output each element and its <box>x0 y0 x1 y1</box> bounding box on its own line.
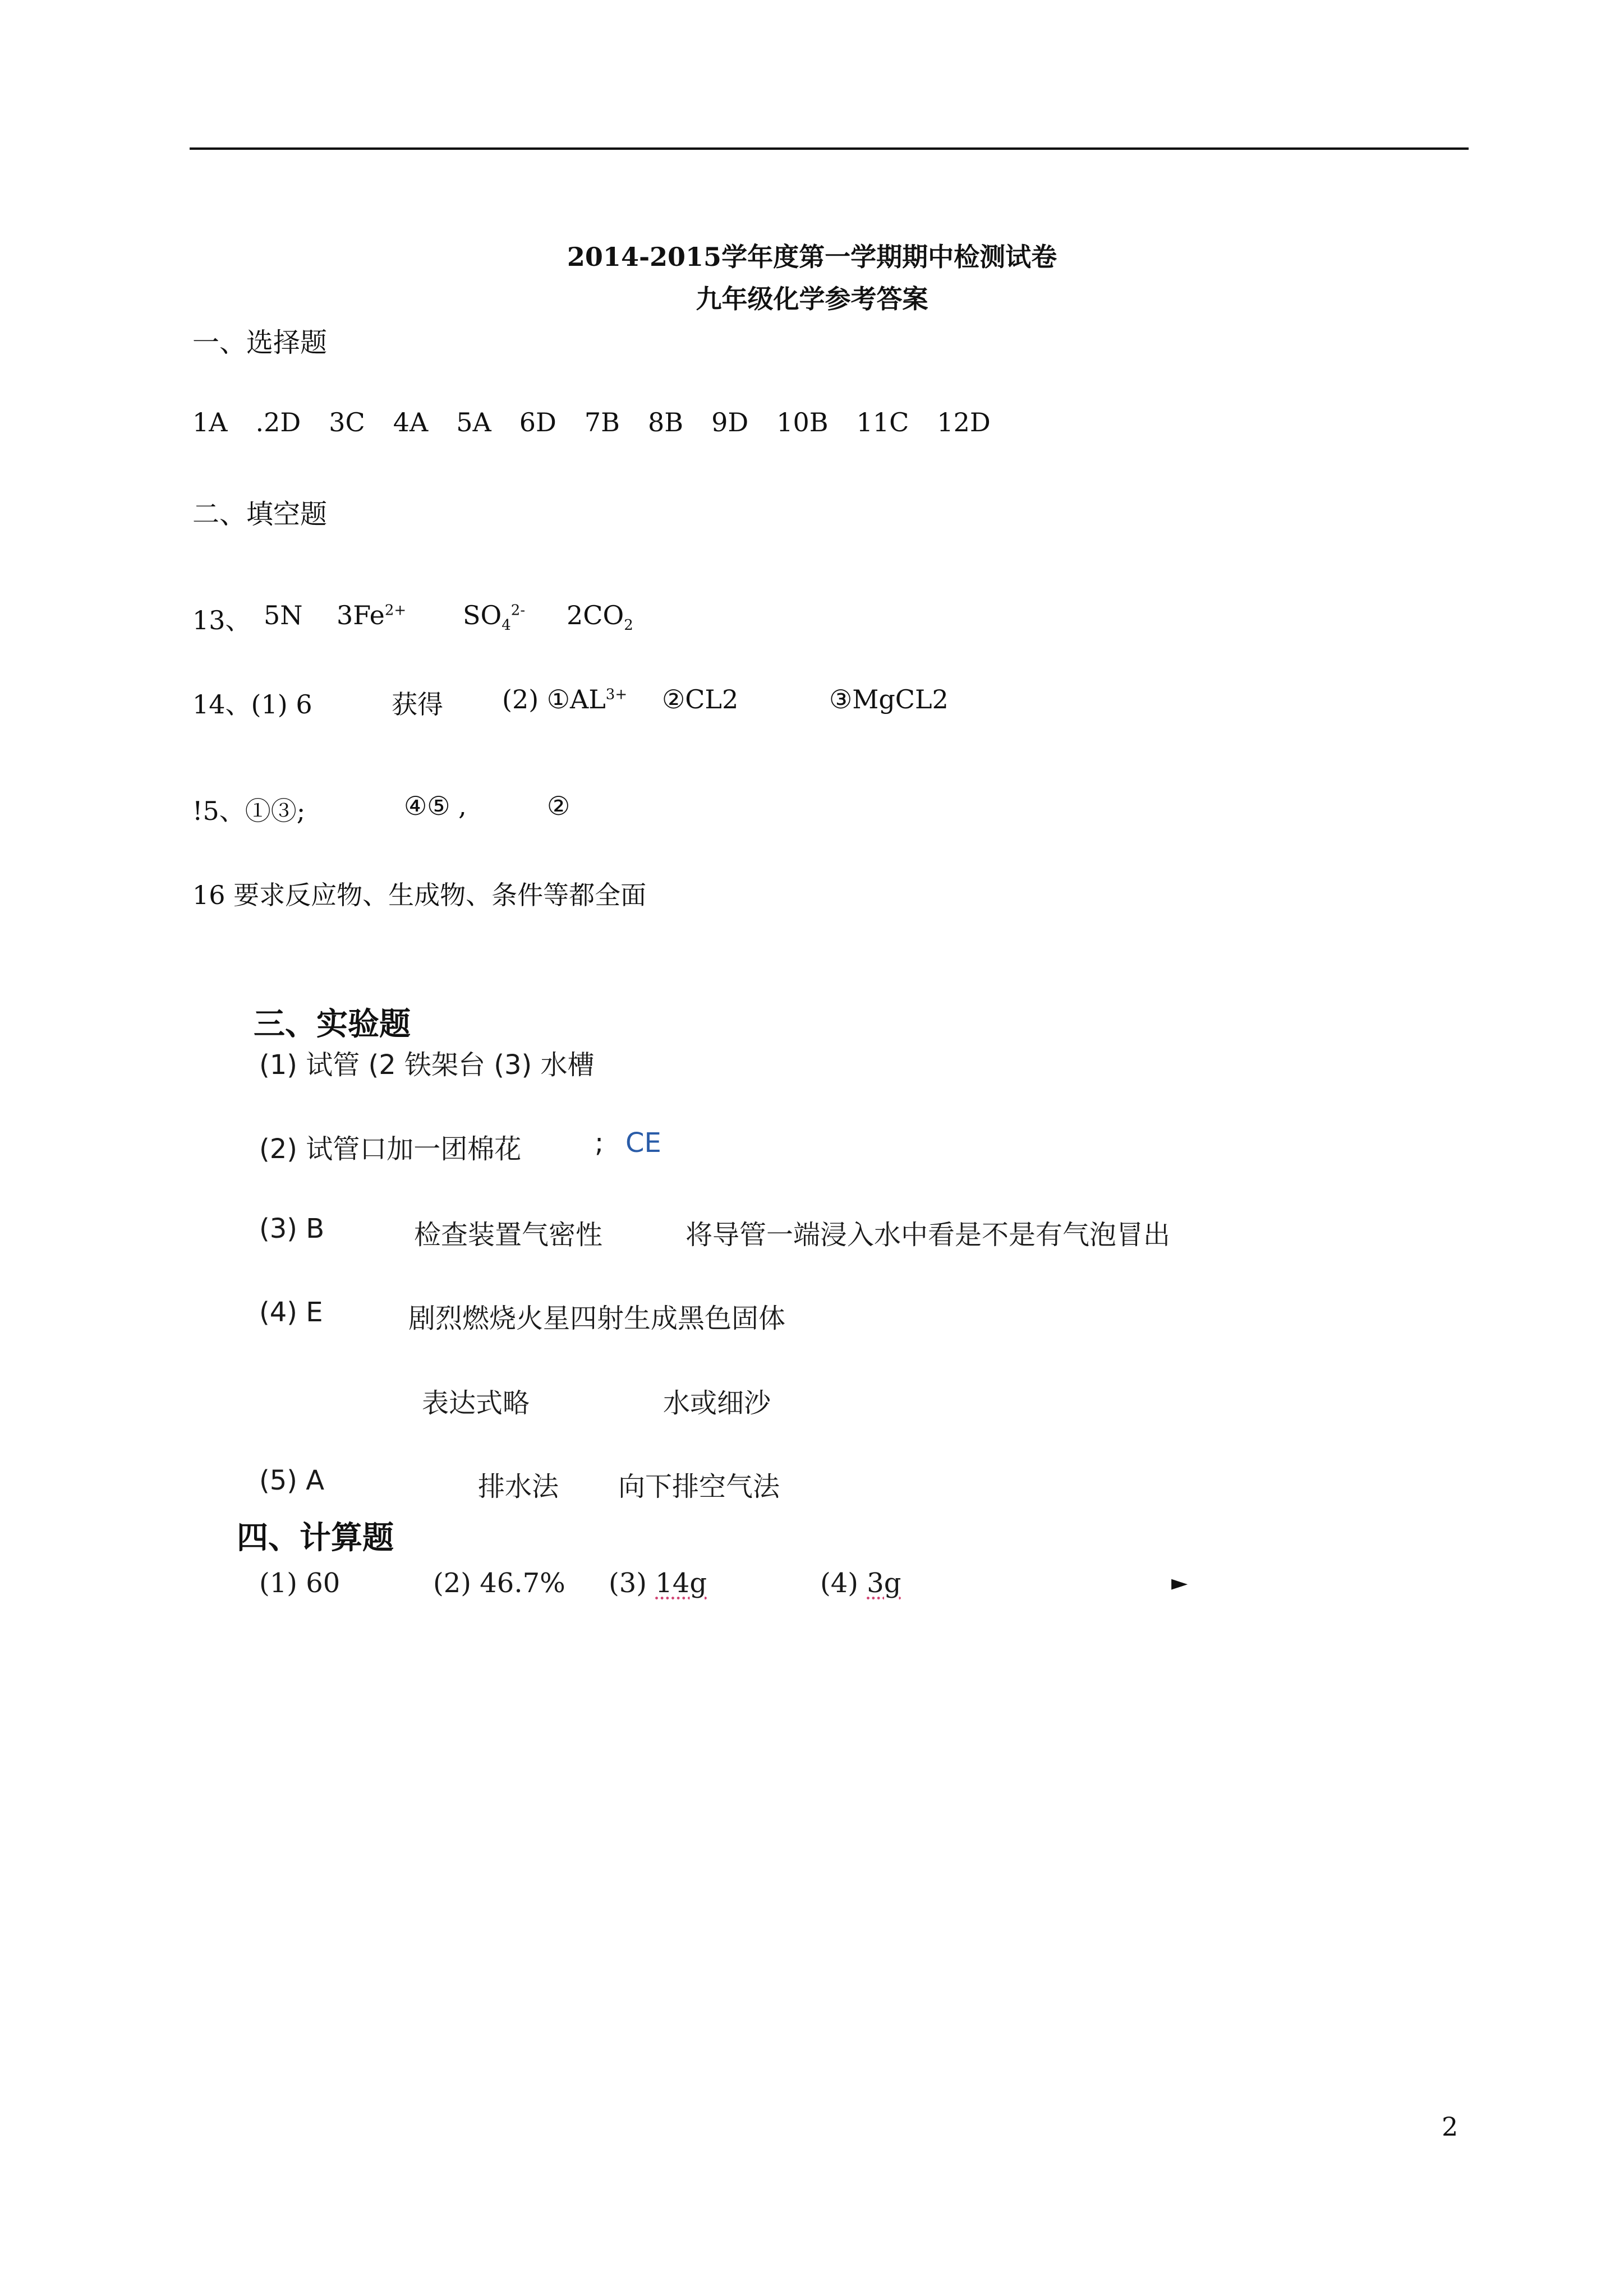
play-marker-icon: ► <box>1171 1570 1188 1595</box>
q15-answer-b: ② <box>547 791 571 821</box>
q15-answer-a: ④⑤ , <box>404 791 467 821</box>
header-rule <box>190 147 1469 150</box>
q14-answer-b: (2) $①AL^{3+}$ <box>502 684 628 714</box>
q13-answer-a: 5N <box>264 600 303 630</box>
choice-answer: 10B <box>776 407 829 437</box>
exp-line-3b: 检查装置气密性 <box>414 1219 603 1251</box>
exp-line-4b: 剧烈燃烧火星四射生成黑色固体 <box>408 1303 786 1334</box>
section-1-heading: 一、选择题 <box>192 327 328 358</box>
choice-answers <box>192 407 1019 437</box>
q13-answer-d: $2CO_2$ <box>567 600 633 634</box>
exp-line-5b: 水或细沙 <box>663 1387 771 1419</box>
exp-line-6a: (5) A <box>259 1465 325 1496</box>
exp-line-3a: (3) B <box>259 1213 325 1244</box>
choice-answer: 11C <box>856 407 909 437</box>
exp-line-6b: 排水法 <box>478 1471 559 1502</box>
title-line-1: 2014-2015学年度第一学期期中检测试卷 <box>567 242 1057 272</box>
q13-number: 13、 <box>192 605 251 635</box>
q14-number: 14、(1) 6 <box>192 689 312 720</box>
exp-line-6c: 向下排空气法 <box>618 1471 780 1502</box>
choice-answer: 1A <box>192 407 228 437</box>
exp-line-1: (1) 试管 (2 铁架台 (3) 水槽 <box>259 1049 595 1081</box>
exp-line-3c: 将导管一端浸入水中看是不是有气泡冒出 <box>686 1219 1171 1251</box>
section-4-heading: 四、计算题 <box>237 1520 394 1556</box>
exp-line-2b: ; <box>595 1127 604 1159</box>
choice-answer: .2D <box>255 407 301 437</box>
section-2-heading: 二、填空题 <box>192 499 328 530</box>
choice-answer: 9D <box>711 407 749 437</box>
choice-answer: 5A <box>456 407 491 437</box>
choice-answer: 3C <box>329 407 365 437</box>
calc-answer-3: (3) 14g <box>609 1567 707 1599</box>
q14-answer-a: 获得 <box>392 689 443 720</box>
choice-answer: 6D <box>519 407 556 437</box>
page-number: 2 <box>1442 2111 1459 2142</box>
calc-answer-2: (2) 46.7% <box>433 1567 565 1599</box>
choice-answer: 7B <box>584 407 620 437</box>
q14-answer-c: ②CL2 <box>662 684 739 714</box>
choice-answer: 8B <box>647 407 684 437</box>
q16-answer: 16 要求反应物、生成物、条件等都全面 <box>192 880 647 910</box>
q13-answer-b: $3Fe^{2+}$ <box>337 600 407 630</box>
choice-answer: 4A <box>393 407 429 437</box>
exp-line-5a: 表达式略 <box>422 1387 530 1419</box>
section-3-heading: 三、实验题 <box>254 1006 411 1043</box>
exp-line-2a: (2) 试管口加一团棉花 <box>259 1133 522 1165</box>
q13-answer-c: $SO_4^{2-}$ <box>463 600 526 634</box>
exp-line-4a: (4) E <box>259 1297 323 1328</box>
q15-number: !5、①③; <box>192 796 306 826</box>
choice-answer: 12D <box>937 407 991 437</box>
q14-answer-d: ③MgCL2 <box>829 684 949 714</box>
exp-line-2c: CE <box>625 1127 661 1159</box>
calc-answer-4: (4) 3g <box>820 1567 901 1599</box>
title-line-2: 九年级化学参考答案 <box>696 284 928 314</box>
calc-answer-1: (1) 60 <box>259 1567 341 1599</box>
